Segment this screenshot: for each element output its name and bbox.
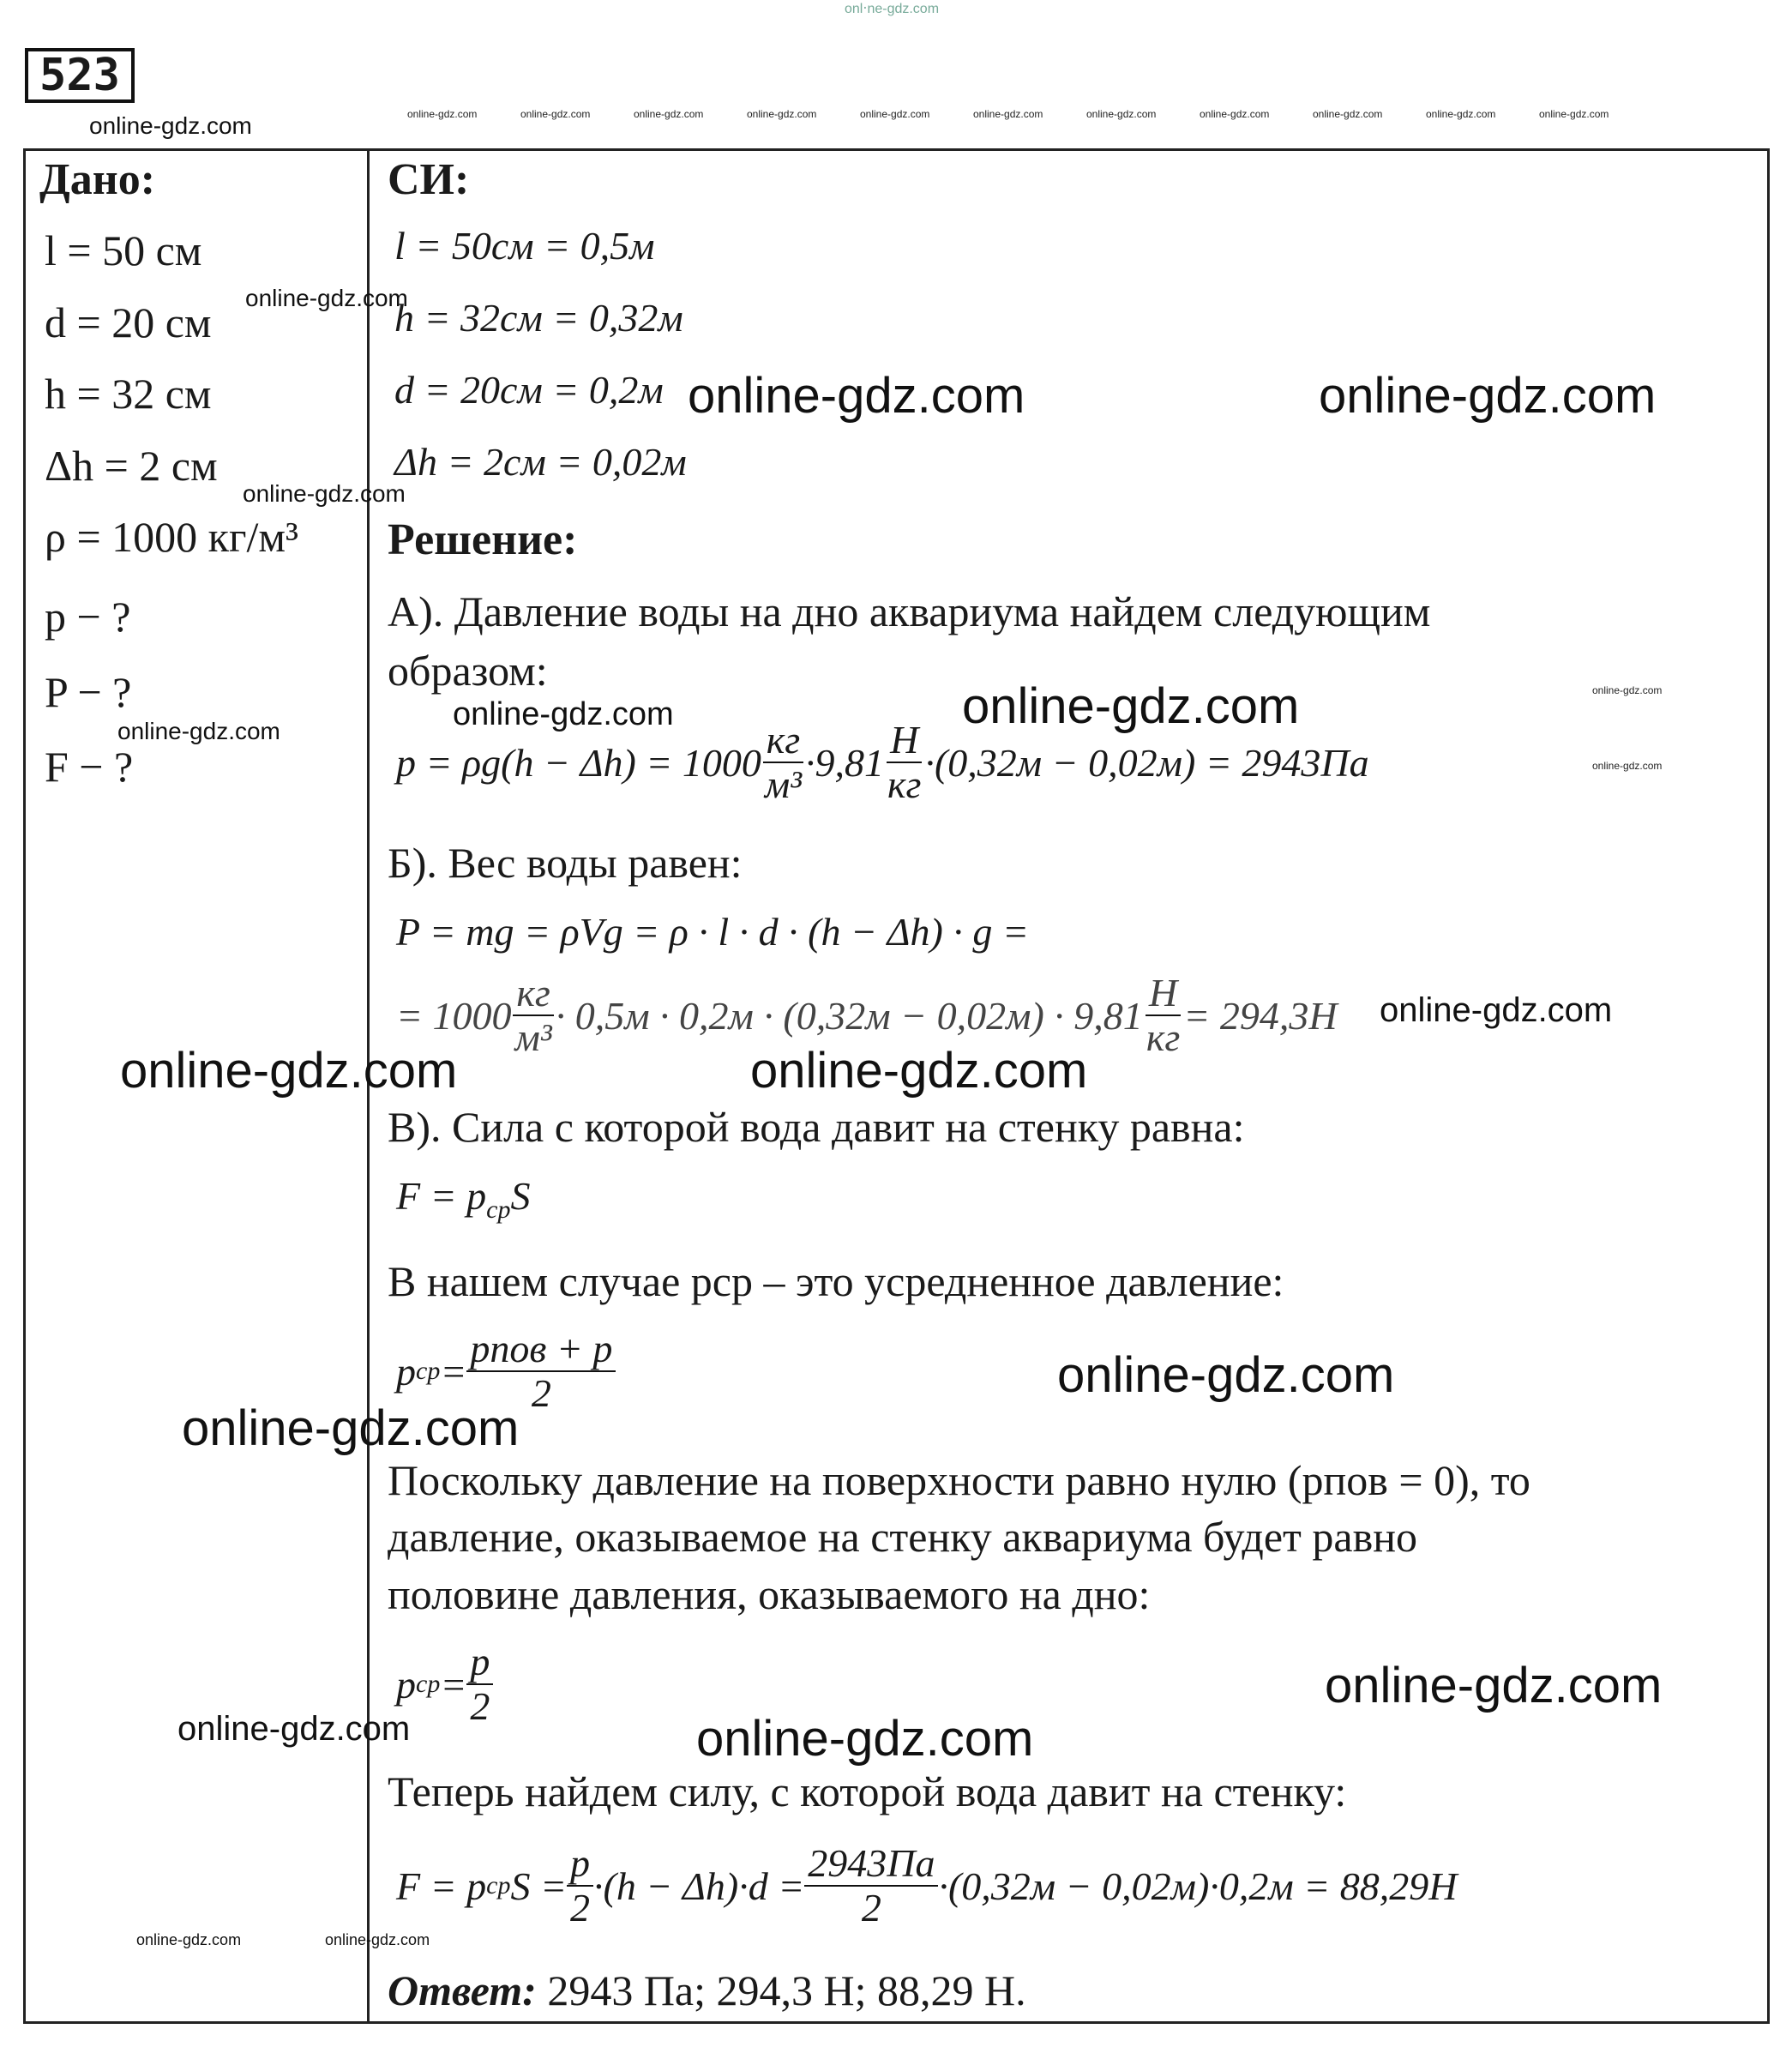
given-item: ρ = 1000 кг/м³ xyxy=(45,513,298,561)
formula-part: ·9,81 xyxy=(805,740,884,785)
watermark: online-gdz.com xyxy=(1380,991,1613,1029)
formula-part: F = p xyxy=(396,1863,487,1908)
subscript: ср xyxy=(416,1670,441,1698)
watermark: online-gdz.com xyxy=(453,696,674,732)
formula-weight-1: P = mg = ρVg = ρ · l · d · (h − Δh) · g = xyxy=(396,910,1029,954)
watermark: online-gdz.com xyxy=(1592,684,1663,696)
watermark: online-gdz.com xyxy=(747,108,817,120)
formula-part: ·(0,32м − 0,02м) = 2943Па xyxy=(924,740,1369,785)
formula-part: p xyxy=(396,1349,416,1394)
watermark: online-gdz.com xyxy=(1057,1347,1395,1403)
fraction-numerator: pпов + p xyxy=(466,1329,616,1372)
part-v-text: В). Сила с которой вода давит на стенку равна: xyxy=(388,1103,1245,1151)
formula-part: ·(0,32м − 0,02м)·0,2м = 88,29Н xyxy=(938,1863,1458,1908)
watermark: online-gdz.com xyxy=(89,112,252,139)
given-item: Δh = 2 см xyxy=(45,442,218,490)
solution-header: Решение: xyxy=(388,515,578,564)
watermark: online-gdz.com xyxy=(634,108,704,120)
fraction-numerator: Н xyxy=(1146,973,1181,1016)
fraction-denominator: м³ xyxy=(764,762,802,806)
formula-part: · 0,5м · 0,2м · (0,32м − 0,02м) · 9,81 xyxy=(555,993,1143,1038)
watermark: online-gdz.com xyxy=(1426,108,1496,120)
formula-part: F = p xyxy=(396,1174,487,1218)
watermark: online-gdz.com xyxy=(177,1710,411,1748)
watermark: online-gdz.com xyxy=(117,718,280,744)
watermark: online-gdz.com xyxy=(136,1931,242,1948)
part-a-text: образом: xyxy=(388,647,548,695)
fraction-numerator: Н xyxy=(887,720,922,763)
paragraph-line: половине давления, оказываемого на дно: xyxy=(388,1570,1151,1618)
watermark: online-gdz.com xyxy=(182,1400,520,1456)
watermark: online-gdz.com xyxy=(1319,368,1657,424)
given-item: P − ? xyxy=(45,668,132,716)
fraction-denominator: 2 xyxy=(861,1886,881,1930)
part-a-text: А). Давление воды на дно аквариума найдем следующим xyxy=(388,587,1431,635)
given-item: h = 32 см xyxy=(45,370,212,418)
top-watermark: onl‧ne-gdz.com xyxy=(845,2,940,16)
watermark: online-gdz.com xyxy=(243,480,406,507)
fraction xyxy=(884,720,924,804)
formula-final xyxy=(396,1841,1458,1930)
answer-value: 2943 Па; 294,3 Н; 88,29 Н. xyxy=(536,1966,1026,2014)
watermark: online-gdz.com xyxy=(245,285,408,311)
watermark: online-gdz.com xyxy=(325,1931,430,1948)
formula-part: S = xyxy=(510,1863,568,1908)
formula-part: = 1000 xyxy=(396,993,512,1038)
fraction xyxy=(1143,973,1183,1057)
watermark: online-gdz.com xyxy=(860,108,930,120)
final-text: Теперь найдем силу, с которой вода давит на стенку: xyxy=(388,1767,1347,1815)
si-item: l = 50см = 0,5м xyxy=(394,224,655,268)
given-item: d = 20 см xyxy=(45,298,212,346)
watermark: online-gdz.com xyxy=(407,108,478,120)
problem-number: 523 xyxy=(25,48,135,103)
formula-part: p xyxy=(396,1662,416,1707)
formula-part: = 294,3Н xyxy=(1183,993,1338,1038)
paragraph-line: давление, оказываемое на стенку аквариума будет равно xyxy=(388,1513,1417,1561)
watermark: online-gdz.com xyxy=(962,678,1300,734)
fraction-denominator: 2 xyxy=(531,1371,551,1415)
given-header: Дано: xyxy=(39,155,156,204)
answer-line xyxy=(388,1966,1026,2015)
fraction-denominator: м³ xyxy=(514,1015,552,1059)
fraction xyxy=(804,1841,938,1930)
watermark: online-gdz.com xyxy=(1325,1658,1663,1713)
formula-part: = xyxy=(440,1349,467,1394)
formula-pressure xyxy=(396,720,1369,804)
given-item: F − ? xyxy=(45,743,134,791)
formula-half xyxy=(396,1642,493,1726)
fraction xyxy=(466,1642,493,1726)
fraction-denominator: 2 xyxy=(470,1684,490,1728)
si-item: h = 32см = 0,32м xyxy=(394,296,683,340)
answer-label: Ответ: xyxy=(388,1966,537,2014)
subscript: ср xyxy=(486,1871,511,1899)
subscript: ср xyxy=(486,1195,511,1225)
si-header: СИ: xyxy=(388,155,470,204)
fraction-numerator: p xyxy=(466,1642,493,1685)
fraction xyxy=(512,973,556,1057)
fraction-numerator: 2943Па xyxy=(804,1844,938,1887)
fraction-denominator: 2 xyxy=(570,1886,591,1930)
si-item: Δh = 2см = 0,02м xyxy=(394,440,687,484)
paragraph-line: Поскольку давление на поверхности равно нулю (pпов = 0), то xyxy=(388,1456,1530,1504)
watermark: online-gdz.com xyxy=(1086,108,1157,120)
watermark: online-gdz.com xyxy=(696,1711,1034,1767)
watermark: online-gdz.com xyxy=(1539,108,1609,120)
watermark: online-gdz.com xyxy=(688,368,1025,424)
watermark: online-gdz.com xyxy=(120,1043,458,1099)
fraction xyxy=(567,1841,593,1930)
subscript: ср xyxy=(416,1357,441,1385)
fraction-denominator: кг xyxy=(887,762,922,806)
watermark: online-gdz.com xyxy=(1313,108,1383,120)
part-b-text: Б). Вес воды равен: xyxy=(388,839,743,887)
watermark: online-gdz.com xyxy=(1592,760,1663,772)
formula-part: ·(h − Δh)·d = xyxy=(593,1863,805,1908)
fraction-denominator: кг xyxy=(1146,1015,1181,1059)
fraction-numerator: p xyxy=(567,1844,593,1887)
formula-part: = xyxy=(440,1662,467,1707)
fraction-numerator: кг xyxy=(763,720,803,763)
given-item: l = 50 см xyxy=(45,226,202,274)
formula-part: S xyxy=(510,1174,531,1218)
watermark: online-gdz.com xyxy=(750,1043,1088,1099)
formula-force xyxy=(396,1173,530,1225)
si-item: d = 20см = 0,2м xyxy=(394,368,664,412)
average-text: В нашем случае pср – это усредненное давление: xyxy=(388,1257,1284,1305)
fraction-numerator: кг xyxy=(513,973,553,1016)
formula-part: p = ρg(h − Δh) = 1000 xyxy=(396,740,761,785)
given-item: p − ? xyxy=(45,593,131,641)
watermark: online-gdz.com xyxy=(520,108,591,120)
watermark: online-gdz.com xyxy=(1200,108,1270,120)
watermark: online-gdz.com xyxy=(973,108,1043,120)
fraction xyxy=(761,720,805,804)
